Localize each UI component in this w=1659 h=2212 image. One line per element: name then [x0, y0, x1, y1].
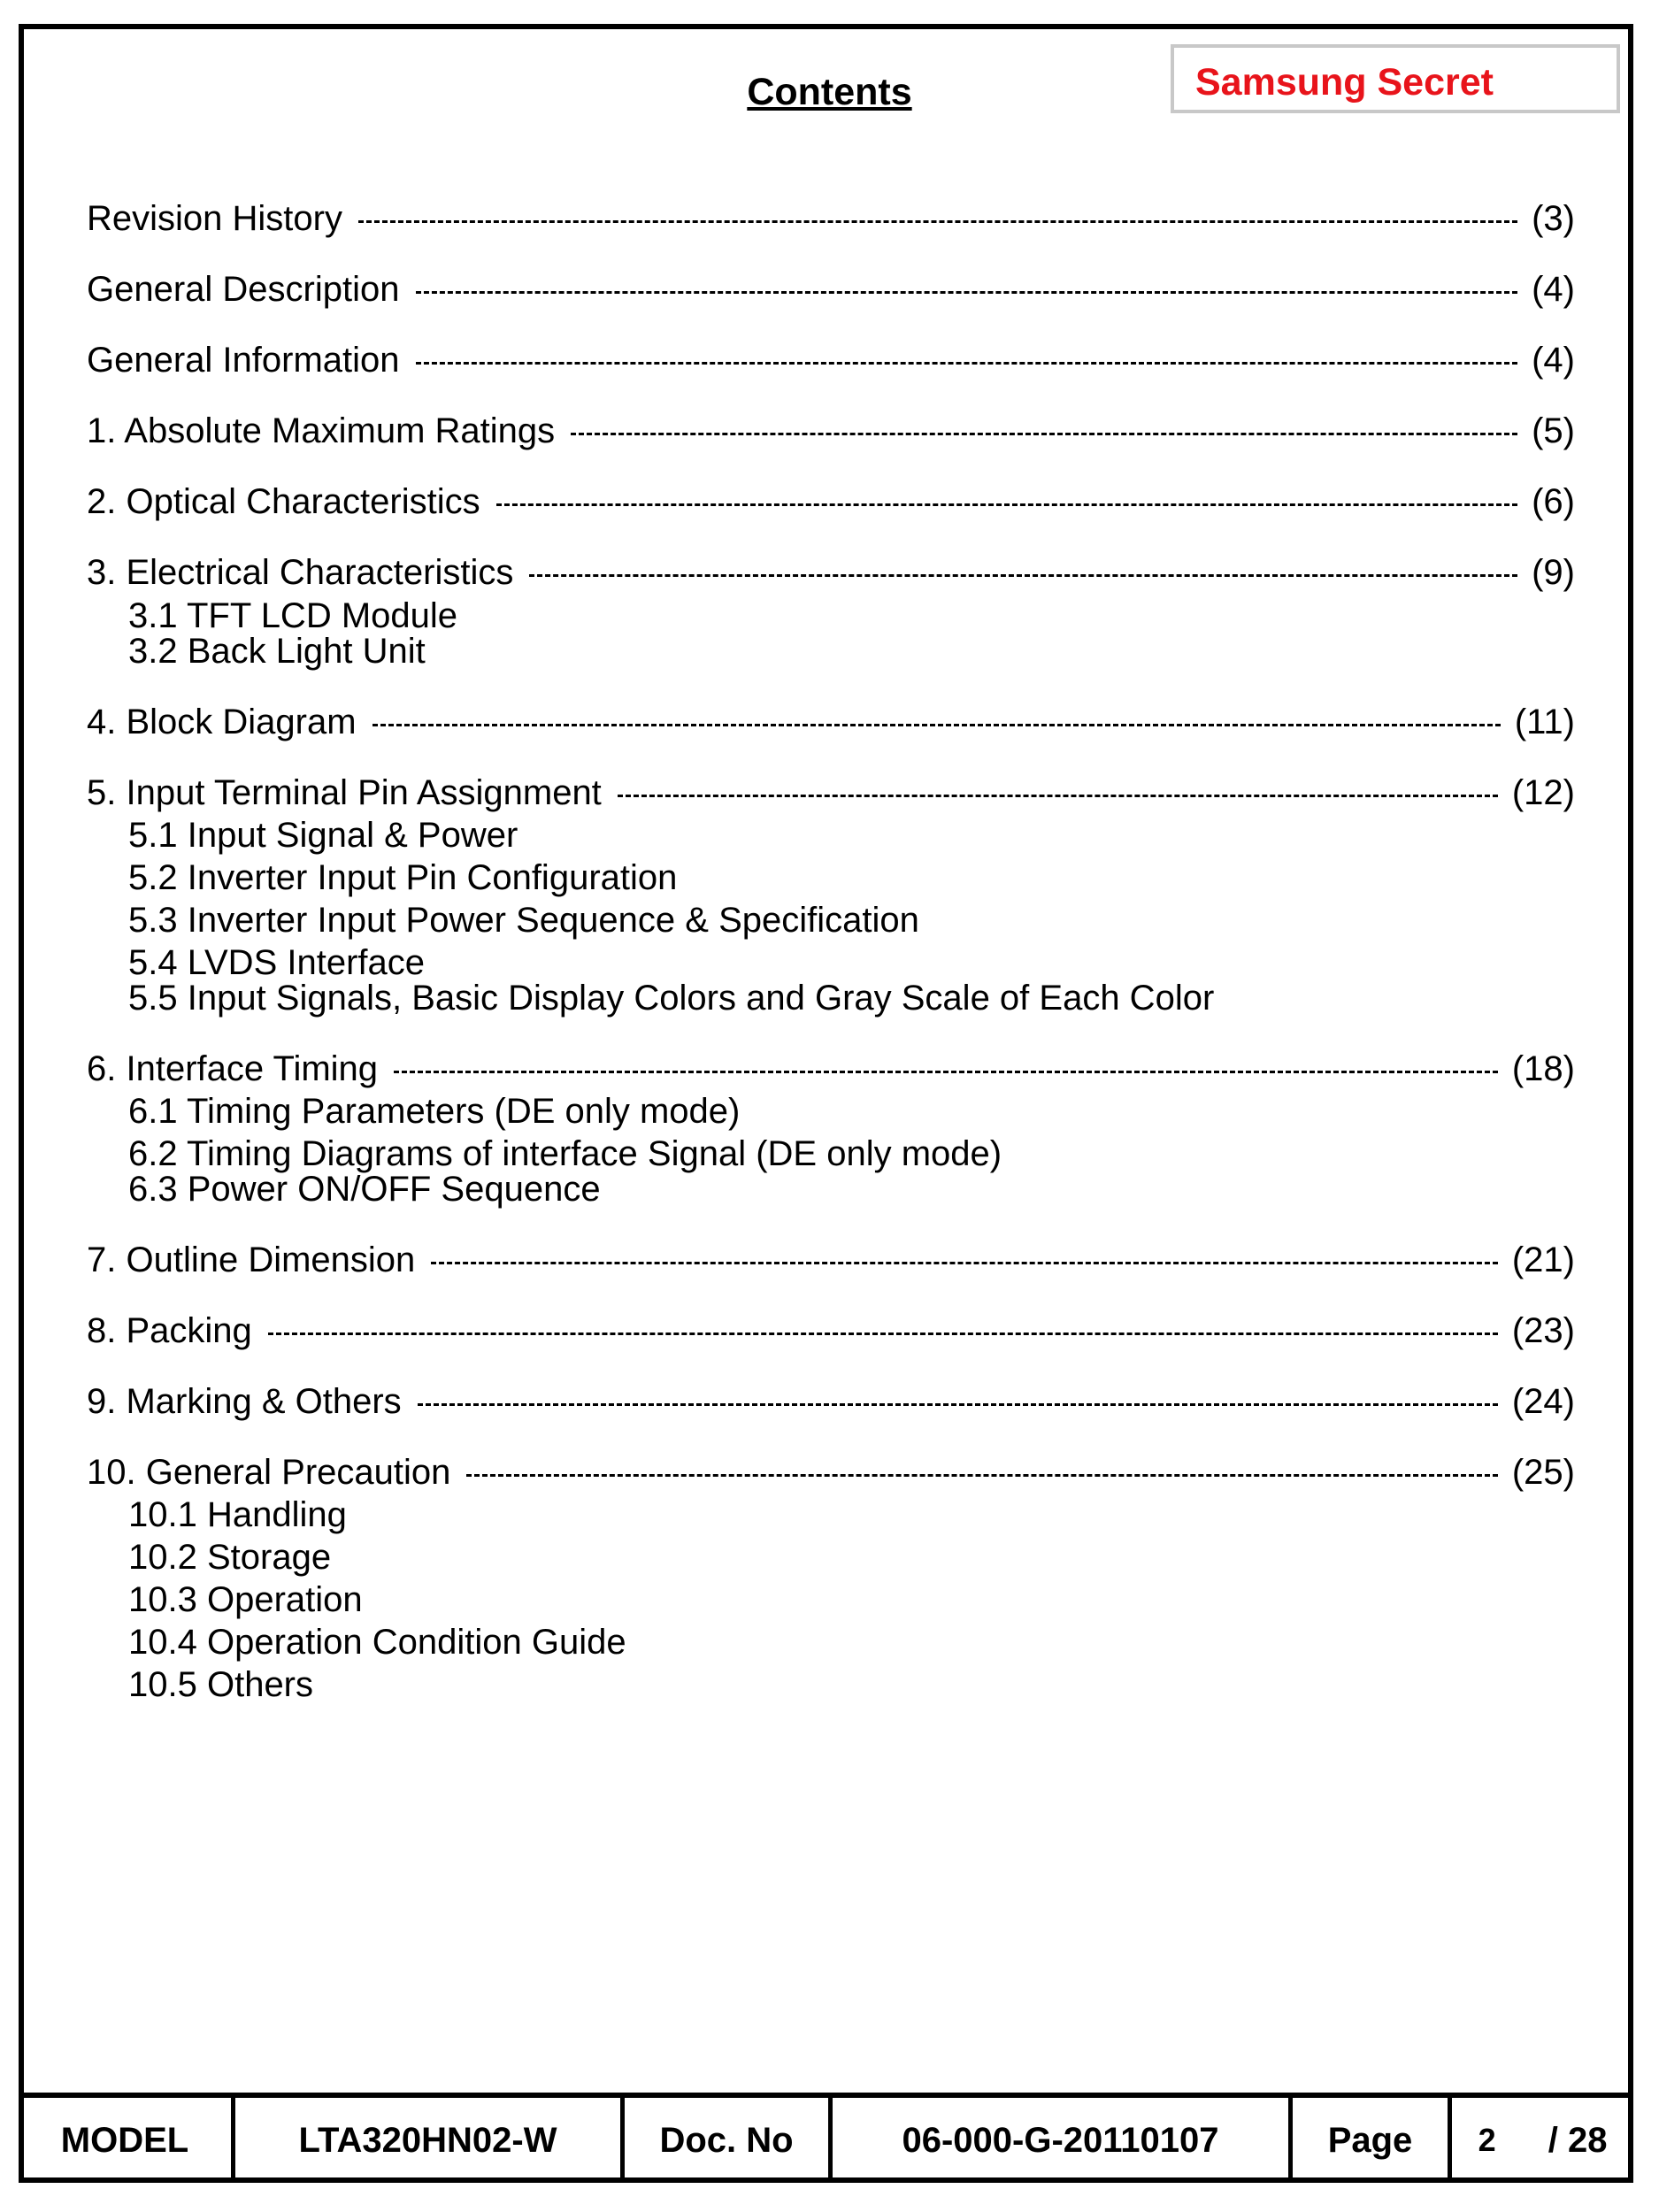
toc-label: 3. Electrical Characteristics	[87, 552, 514, 592]
toc-subitem[interactable]: 3.1 TFT LCD Module	[128, 596, 458, 635]
toc-page: (12)	[1511, 772, 1575, 812]
toc-entry-electrical-characteristics[interactable]	[87, 548, 1575, 597]
toc-leader	[496, 503, 1518, 506]
toc-subitem[interactable]: 5.2 Inverter Input Pin Configuration	[128, 858, 678, 897]
toc-page: (23)	[1511, 1310, 1575, 1350]
toc-entry-interface-timing[interactable]	[87, 1044, 1575, 1094]
toc-label: 1. Absolute Maximum Ratings	[87, 411, 556, 450]
doc-number: 06-000-G-20110107	[833, 2098, 1293, 2183]
confidentiality-badge	[1171, 44, 1620, 113]
toc-entry-outline-dimension[interactable]	[87, 1235, 1575, 1285]
toc-subitem[interactable]: 5.5 Input Signals, Basic Display Colors and Gray Scale of Each Color	[128, 979, 1215, 1018]
model-label: MODEL	[19, 2098, 235, 2183]
toc-leader	[571, 433, 1517, 435]
toc-page: (25)	[1511, 1452, 1575, 1492]
toc-page: (11)	[1514, 702, 1575, 741]
toc-label: 9. Marking & Others	[87, 1381, 402, 1421]
toc-subitem[interactable]: 3.2 Back Light Unit	[128, 632, 426, 671]
toc-entry-general-description[interactable]	[87, 265, 1575, 314]
toc-label: 10. General Precaution	[87, 1452, 451, 1492]
toc-label: General Description	[87, 269, 400, 309]
toc-page: (6)	[1532, 481, 1575, 521]
doc-label: Doc. No	[625, 2098, 833, 2183]
toc-label: 5. Input Terminal Pin Assignment	[87, 772, 602, 812]
toc-subitem[interactable]: 6.3 Power ON/OFF Sequence	[128, 1170, 601, 1209]
toc-leader	[618, 795, 1498, 797]
toc-page: (3)	[1532, 198, 1575, 238]
toc-entry-optical-characteristics[interactable]	[87, 477, 1575, 526]
toc-page: (24)	[1511, 1381, 1575, 1421]
toc-entry-block-diagram[interactable]	[87, 697, 1575, 747]
toc-leader	[358, 220, 1517, 223]
toc-page: (9)	[1532, 552, 1575, 592]
model-value: LTA320HN02-W	[235, 2098, 625, 2183]
toc-label: General Information	[87, 340, 400, 380]
toc-page: (4)	[1532, 340, 1575, 380]
toc-subitem[interactable]: 5.3 Inverter Input Power Sequence & Specification	[128, 901, 919, 940]
toc-entry-revision-history[interactable]	[87, 194, 1575, 243]
toc-label: 2. Optical Characteristics	[87, 481, 480, 521]
toc-entry-marking-others[interactable]	[87, 1377, 1575, 1426]
toc-entry-general-information[interactable]	[87, 335, 1575, 385]
toc-leader	[431, 1262, 1498, 1264]
toc-leader	[373, 724, 1501, 726]
page-indicator	[1452, 2098, 1633, 2183]
toc-page: (5)	[1532, 411, 1575, 450]
toc-leader	[466, 1474, 1497, 1477]
toc-subitem[interactable]: 10.2 Storage	[128, 1538, 332, 1577]
toc-page: (4)	[1532, 269, 1575, 309]
toc-label: 6. Interface Timing	[87, 1048, 379, 1088]
toc-subitem[interactable]: 10.4 Operation Condition Guide	[128, 1623, 626, 1662]
toc-page: (18)	[1511, 1048, 1575, 1088]
page-label: Page	[1293, 2098, 1452, 2183]
confidentiality-label: Samsung Secret	[1195, 61, 1494, 104]
toc-subitem[interactable]: 6.2 Timing Diagrams of interface Signal (DE only mode)	[128, 1134, 1002, 1173]
toc-entry-absolute-maximum-ratings[interactable]	[87, 406, 1575, 456]
footer-table	[19, 2093, 1633, 2183]
page-total: / 28	[1548, 2120, 1608, 2160]
toc-label: 4. Block Diagram	[87, 702, 357, 741]
toc-leader	[394, 1071, 1498, 1073]
toc-leader	[416, 291, 1518, 294]
toc-subitem[interactable]: 10.1 Handling	[128, 1495, 347, 1534]
toc-page: (21)	[1511, 1240, 1575, 1279]
toc-leader	[418, 1403, 1498, 1406]
toc-label: 8. Packing	[87, 1310, 252, 1350]
toc-subitem[interactable]: 5.4 LVDS Interface	[128, 943, 425, 982]
toc-subitem[interactable]: 6.1 Timing Parameters (DE only mode)	[128, 1092, 741, 1131]
toc-subitem[interactable]: 5.1 Input Signal & Power	[128, 816, 518, 855]
toc-leader	[529, 574, 1517, 577]
toc-label: 7. Outline Dimension	[87, 1240, 416, 1279]
toc-label: Revision History	[87, 198, 342, 238]
toc-subitem[interactable]: 10.3 Operation	[128, 1580, 363, 1619]
page-title: Contents	[747, 71, 912, 113]
toc-leader	[416, 362, 1518, 365]
toc-subitem[interactable]: 10.5 Others	[128, 1665, 314, 1704]
toc-entry-input-terminal-pin-assignment[interactable]	[87, 768, 1575, 818]
toc-entry-packing[interactable]	[87, 1306, 1575, 1356]
toc-leader	[268, 1333, 1498, 1335]
page-current: 2	[1478, 2122, 1496, 2158]
toc-entry-general-precaution[interactable]	[87, 1448, 1575, 1497]
